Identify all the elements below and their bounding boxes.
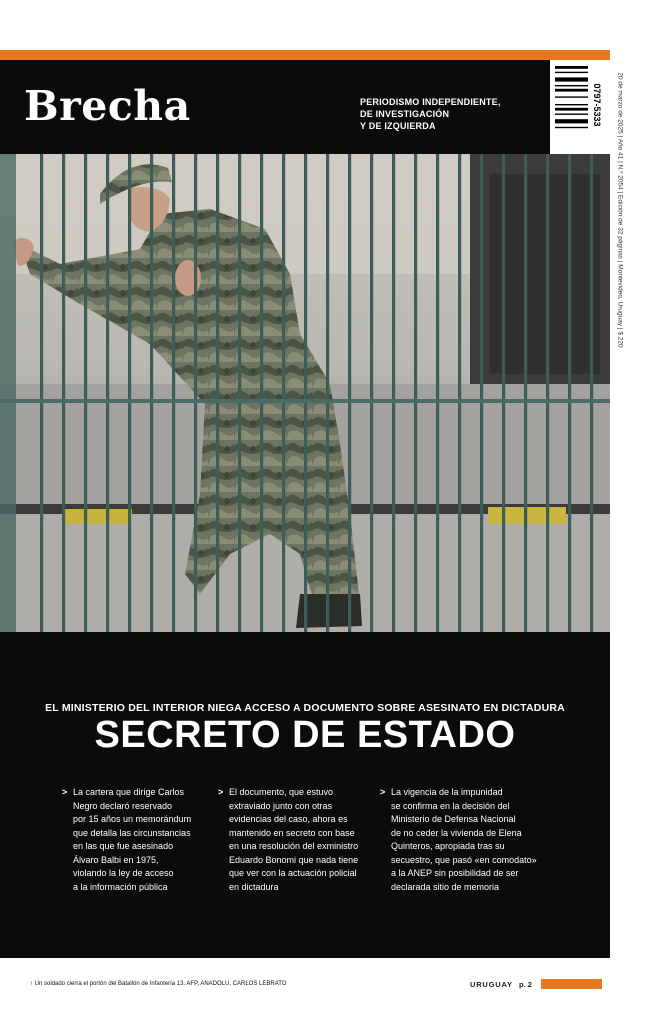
main-headline: SECRETO DE ESTADO: [94, 714, 516, 756]
soldier-at-gate-photo: [0, 154, 610, 632]
chevron-right-icon: >: [62, 787, 68, 797]
summary-line: Álvaro Balbi en 1975,: [73, 854, 159, 865]
summary-line: mantenido en secreto con base: [229, 827, 355, 838]
summary-line: Eduardo Bonomi que nada tiene: [229, 854, 359, 865]
summary-line: a la ANEP sin posibilidad de ser: [391, 868, 519, 878]
cover-story-panel: [0, 632, 610, 958]
barcode-icon: [555, 66, 588, 144]
summary-column-3: [380, 786, 551, 894]
masthead: [0, 60, 550, 154]
summary-line: La cartera que dirige Carlos: [73, 787, 185, 797]
tagline: [360, 96, 501, 132]
page-number: p. 2: [519, 980, 532, 989]
summary-line: La vigencia de la impunidad: [391, 787, 503, 797]
chevron-right-icon: >: [218, 787, 224, 797]
summary-line: Negro declaró reservado: [73, 800, 173, 811]
summary-line: secuestro, que pasó «en comodato»: [391, 854, 537, 865]
chevron-right-icon: >: [380, 787, 386, 797]
summary-line: Ministerio de Defensa Nacional: [391, 814, 516, 824]
footer-accent-bar: [541, 979, 602, 989]
summary-line: que detalla las circunstancias: [73, 827, 191, 838]
summary-line: se confirma en la decisión del: [391, 800, 510, 811]
summary-line: a la información pública: [73, 881, 168, 892]
summary-column-1: [62, 786, 223, 894]
summary-line: extraviado junto con otras: [229, 800, 333, 811]
summary-line: en una resolución del exministro: [229, 841, 359, 851]
summary-line: que ver con la actuación policial: [229, 868, 357, 878]
brecha-logo: Brecha: [24, 82, 191, 130]
issn-number: 0797-5333: [592, 83, 602, 127]
summary-line: por 15 años un memorándum: [73, 814, 192, 824]
tagline-line-3: Y DE IZQUIERDA: [360, 121, 436, 131]
tagline-line-1: PERIODISMO INDEPENDIENTE,: [360, 97, 501, 107]
edition-info: 20 de marzo de 2025 | Año 41 | N.º 2054 | Edición de 32 páginas | Montevideo, Uruguay | $ 220: [616, 72, 624, 348]
photo-caption: ↑ Un soldado cierra el portón del Batallón de Infantería 13. AFP, ANADOLU, CARLOS LEBRATO: [30, 981, 287, 987]
tagline-line-2: DE INVESTIGACIÓN: [360, 109, 450, 119]
summary-line: Quinteros, apropiada tras su: [391, 841, 505, 851]
barcode-box: [550, 60, 610, 154]
summary-line: en las que fue asesinado: [73, 841, 174, 851]
summary-line: en dictadura: [229, 881, 279, 892]
summary-line: violando la ley de acceso: [73, 868, 174, 878]
summary-line: de no ceder la vivienda de Elena: [391, 827, 522, 838]
summary-line: evidencias del caso, ahora es: [229, 814, 348, 824]
summary-line: declarada sitio de memoria: [391, 881, 500, 892]
kicker-headline: EL MINISTERIO DEL INTERIOR NIEGA ACCESO A DOCUMENTO SOBRE ASESINATO EN DICTADURA: [45, 702, 565, 714]
top-accent-bar: [0, 50, 610, 60]
summary-column-2: [218, 786, 379, 894]
section-label: URUGUAY: [470, 980, 513, 989]
summary-line: El documento, que estuvo: [229, 787, 334, 797]
